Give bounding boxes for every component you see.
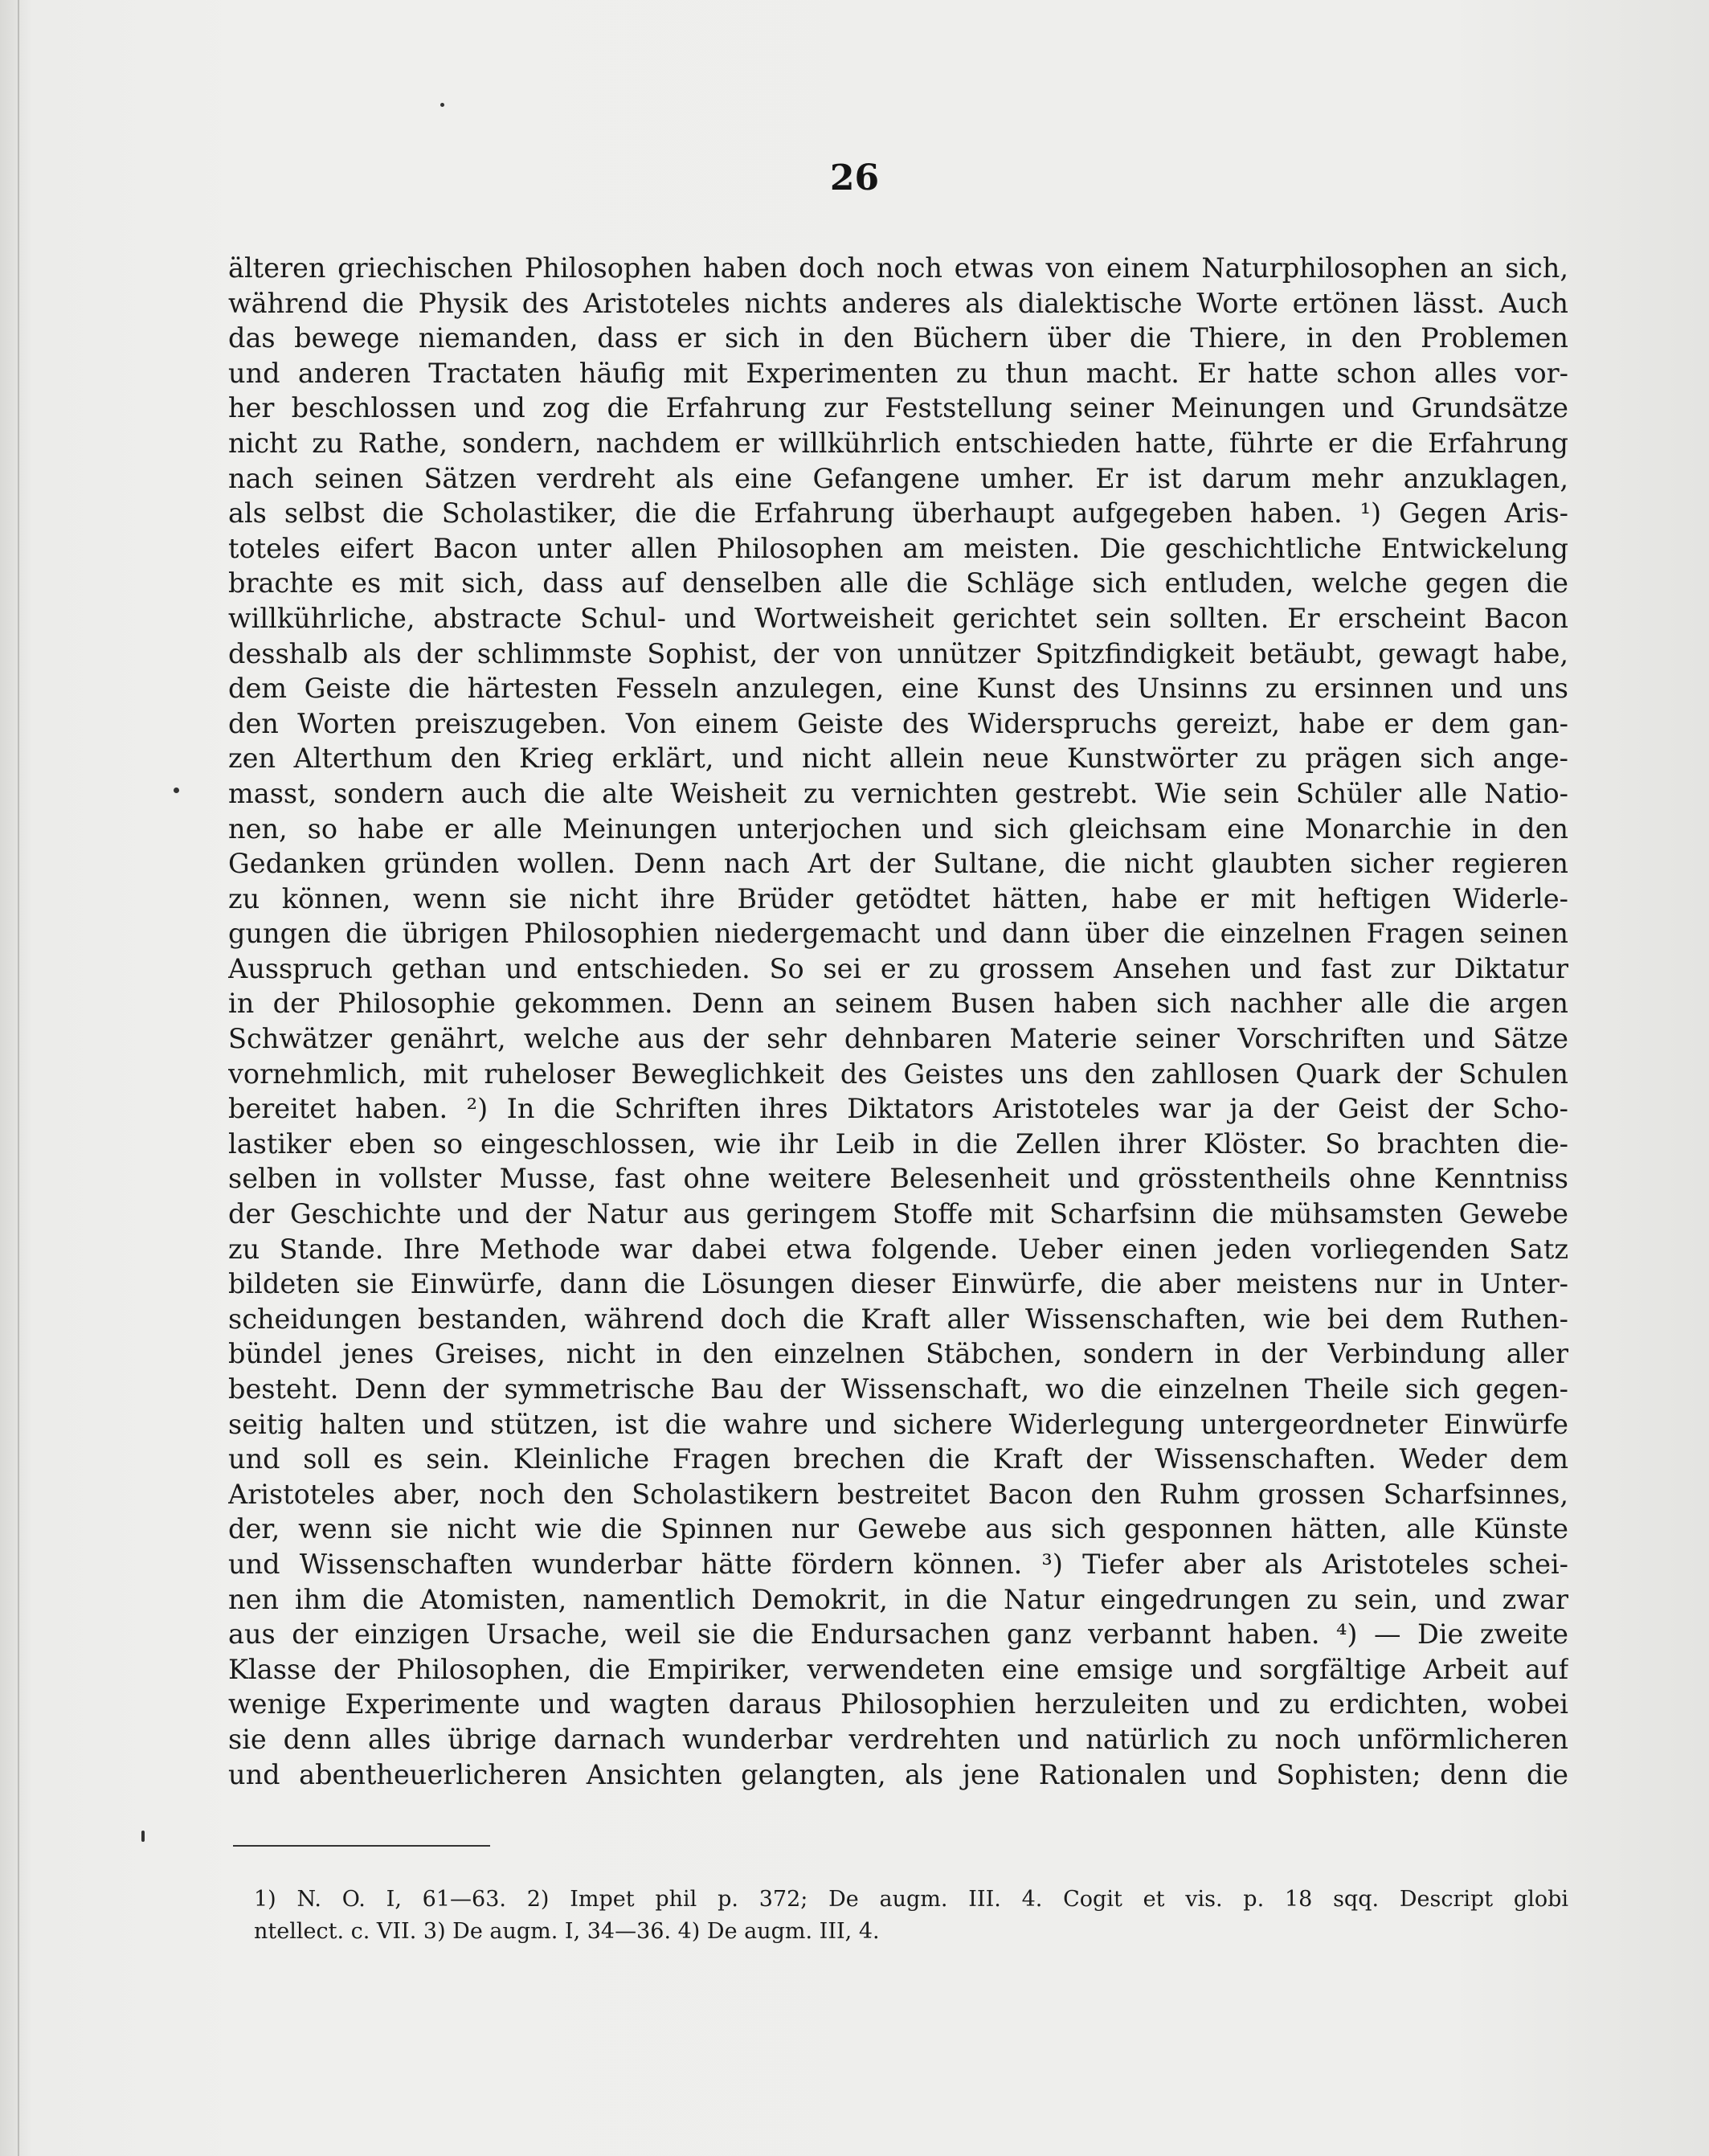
text-line: zen Alterthum den Krieg erklärt, und nicht allein neue Kunstwörter zu prägen sich ange- <box>228 743 1568 775</box>
text-line: bildeten sie Einwürfe, dann die Lösungen dieser Einwürfe, die aber meistens nur in Unter- <box>228 1268 1568 1300</box>
text-line: dem Geiste die härtesten Fesseln anzulegen, eine Kunst des Unsinns zu ersinnen und uns <box>228 673 1568 705</box>
text-line: Klasse der Philosophen, die Empiriker, verwendeten eine emsige und sorgfältige Arbeit auf <box>228 1653 1568 1685</box>
body-text <box>228 251 1568 1792</box>
text-line: zu können, wenn sie nicht ihre Brüder getödtet hätten, habe er mit heftigen Widerle- <box>228 882 1568 914</box>
text-line: wenige Experimente und wagten daraus Philosophien herzuleiten und zu erdichten, wobei <box>228 1688 1568 1720</box>
text-line: Ausspruch gethan und entschieden. So sei er zu grossem Ansehen und fast zur Diktatur <box>228 952 1568 984</box>
text-line: Aristoteles aber, noch den Scholastikern bestreitet Bacon den Ruhm grossen Scharfsinnes, <box>228 1478 1568 1510</box>
text-line: willkührliche, abstracte Schul- und Wortweisheit gerichtet sein sollten. Er erscheint Bacon <box>228 602 1568 634</box>
text-line: masst, sondern auch die alte Weisheit zu vernichten gestrebt. Wie sein Schüler alle Natio- <box>228 777 1568 809</box>
text-line: Gedanken gründen wollen. Denn nach Art der Sultane, die nicht glaubten sicher regieren <box>228 848 1568 880</box>
text-line: und Wissenschaften wunderbar hätte fördern können. ³) Tiefer aber als Aristoteles schei- <box>228 1548 1568 1580</box>
binding-edge <box>18 0 19 2156</box>
text-line: seitig halten und stützen, ist die wahre und sichere Widerlegung untergeordneter Einwürfe <box>228 1408 1568 1440</box>
text-line: der, wenn sie nicht wie die Spinnen nur Gewebe aus sich gesponnen hätten, alle Künste <box>228 1513 1568 1545</box>
text-line: toteles eifert Bacon unter allen Philosophen am meisten. Die geschichtliche Entwickelung <box>228 532 1568 564</box>
text-line: desshalb als der schlimmste Sophist, der von unnützer Spitzfindigkeit betäubt, gewagt habe, <box>228 637 1568 669</box>
text-line: besteht. Denn der symmetrische Bau der Wissenschaft, wo die einzelnen Theile sich gegen- <box>228 1373 1568 1405</box>
text-line: nicht zu Rathe, sondern, nachdem er willkührlich entschieden hatte, führte er die Erfahrung <box>228 427 1568 459</box>
page-number: 26 <box>829 158 880 198</box>
ink-speck <box>174 788 179 793</box>
text-line: als selbst die Scholastiker, die die Erfahrung überhaupt aufgegeben haben. ¹) Gegen Aris- <box>228 497 1568 530</box>
footnotes <box>254 1884 1568 1948</box>
text-line: lastiker eben so eingeschlossen, wie ihr Leib in die Zellen ihrer Klöster. So brachten die- <box>228 1127 1568 1160</box>
text-line: aus der einzigen Ursache, weil sie die Endursachen ganz verbannt haben. ⁴) — Die zweite <box>228 1618 1568 1651</box>
text-line: und abentheuerlicheren Ansichten gelangten, als jene Rationalen und Sophisten; denn die <box>228 1758 1568 1790</box>
footnote-line: ntellect. c. VII. 3) De augm. I, 34—36. 4) De augm. III, 4. <box>254 1919 880 1944</box>
footnote-line: 1) N. O. I, 61—63. 2) Impet phil p. 372; De augm. III. 4. Cogit et vis. p. 18 sqq. Descript globi <box>254 1887 1568 1912</box>
text-line: in der Philosophie gekommen. Denn an seinem Busen haben sich nachher alle die argen <box>228 988 1568 1020</box>
text-line: vornehmlich, mit ruheloser Beweglichkeit des Geistes uns den zahllosen Quark der Schulen <box>228 1058 1568 1090</box>
text-line: nen, so habe er alle Meinungen unterjochen und sich gleichsam eine Monarchie in den <box>228 812 1568 845</box>
ink-speck <box>141 1831 145 1842</box>
text-line: sie denn alles übrige darnach wunderbar verdrehten und natürlich zu noch unförmlicheren <box>228 1723 1568 1755</box>
text-line: den Worten preiszugeben. Von einem Geiste des Widerspruchs gereizt, habe er dem gan- <box>228 707 1568 739</box>
text-line: zu Stande. Ihre Methode war dabei etwa folgende. Ueber einen jeden vorliegenden Satz <box>228 1233 1568 1265</box>
footnote-rule <box>233 1845 490 1847</box>
text-line: und soll es sein. Kleinliche Fragen brechen die Kraft der Wissenschaften. Weder dem <box>228 1443 1568 1475</box>
text-line: der Geschichte und der Natur aus geringem Stoffe mit Scharfsinn die mühsamsten Gewebe <box>228 1198 1568 1230</box>
text-line: scheidungen bestanden, während doch die Kraft aller Wissenschaften, wie bei dem Ruthen- <box>228 1303 1568 1335</box>
text-line: bündel jenes Greises, nicht in den einzelnen Stäbchen, sondern in der Verbindung aller <box>228 1338 1568 1370</box>
ink-speck <box>440 103 444 107</box>
text-line: das bewege niemanden, dass er sich in den Büchern über die Thiere, in den Problemen <box>228 322 1568 354</box>
text-line: während die Physik des Aristoteles nichts anderes als dialektische Worte ertönen lässt. Auch <box>228 287 1568 319</box>
text-line: selben in vollster Musse, fast ohne weitere Belesenheit und grösstentheils ohne Kenntniss <box>228 1163 1568 1195</box>
text-line: her beschlossen und zog die Erfahrung zur Feststellung seiner Meinungen und Grundsätze <box>228 392 1568 424</box>
text-line: gungen die übrigen Philosophien niedergemacht und dann über die einzelnen Fragen seinen <box>228 918 1568 950</box>
text-line: bereitet haben. ²) In die Schriften ihres Diktators Aristoteles war ja der Geist der Scho- <box>228 1093 1568 1125</box>
text-line: brachte es mit sich, dass auf denselben alle die Schläge sich entluden, welche gegen die <box>228 567 1568 599</box>
text-line: und anderen Tractaten häufig mit Experimenten zu thun macht. Er hatte schon alles vor- <box>228 357 1568 389</box>
text-line: nach seinen Sätzen verdreht als eine Gefangene umher. Er ist darum mehr anzuklagen, <box>228 462 1568 494</box>
text-line: Schwätzer genährt, welche aus der sehr dehnbaren Materie seiner Vorschriften und Sätze <box>228 1023 1568 1055</box>
text-line: älteren griechischen Philosophen haben doch noch etwas von einem Naturphilosophen an sich, <box>228 252 1568 284</box>
text-line: nen ihm die Atomisten, namentlich Demokrit, in die Natur eingedrungen zu sein, und zwar <box>228 1583 1568 1615</box>
